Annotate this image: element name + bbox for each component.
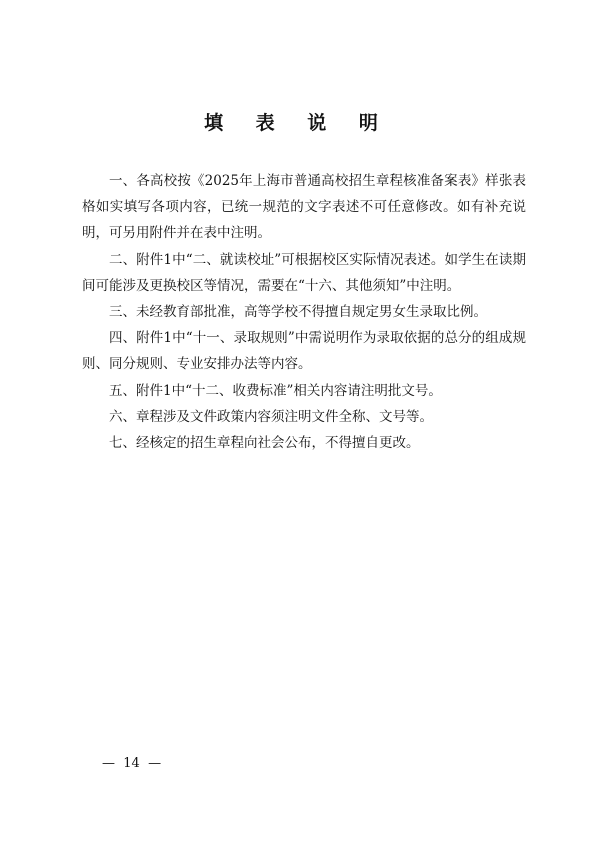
instructions-body [82,168,526,456]
paragraph-5: 五、附件1中“十二、收费标准”相关内容请注明批文号。 [109,382,442,399]
paragraph-7: 七、经核定的招生章程向社会公布，不得擅自更改。 [109,435,420,452]
paragraph-2: 二、附件1中“二、就读校址”可根据校区实际情况表述。如学生在读期间可能涉及更换校区等情况，需要在“十六、其他须知”中注明。 [82,251,526,294]
paragraph-6: 六、章程涉及文件政策内容须注明文件全称、文号等。 [109,408,433,425]
page-title: 填 表 说 明 [204,112,391,134]
paragraph-4: 四、附件1中“十一、录取规则”中需说明作为录取依据的总分的组成规则、同分规则、专业安排办法等内容。 [82,330,526,373]
paragraph-1: 一、各高校按《2025年上海市普通高校招生章程核准备案表》样张表格如实填写各项内容，已统一规范的文字表述不可任意修改。如有补充说明，可另用附件并在表中注明。 [82,173,526,242]
paragraph-3: 三、未经教育部批准，高等学校不得擅自规定男女生录取比例。 [109,304,487,321]
page-number: — 14 — [102,756,162,771]
